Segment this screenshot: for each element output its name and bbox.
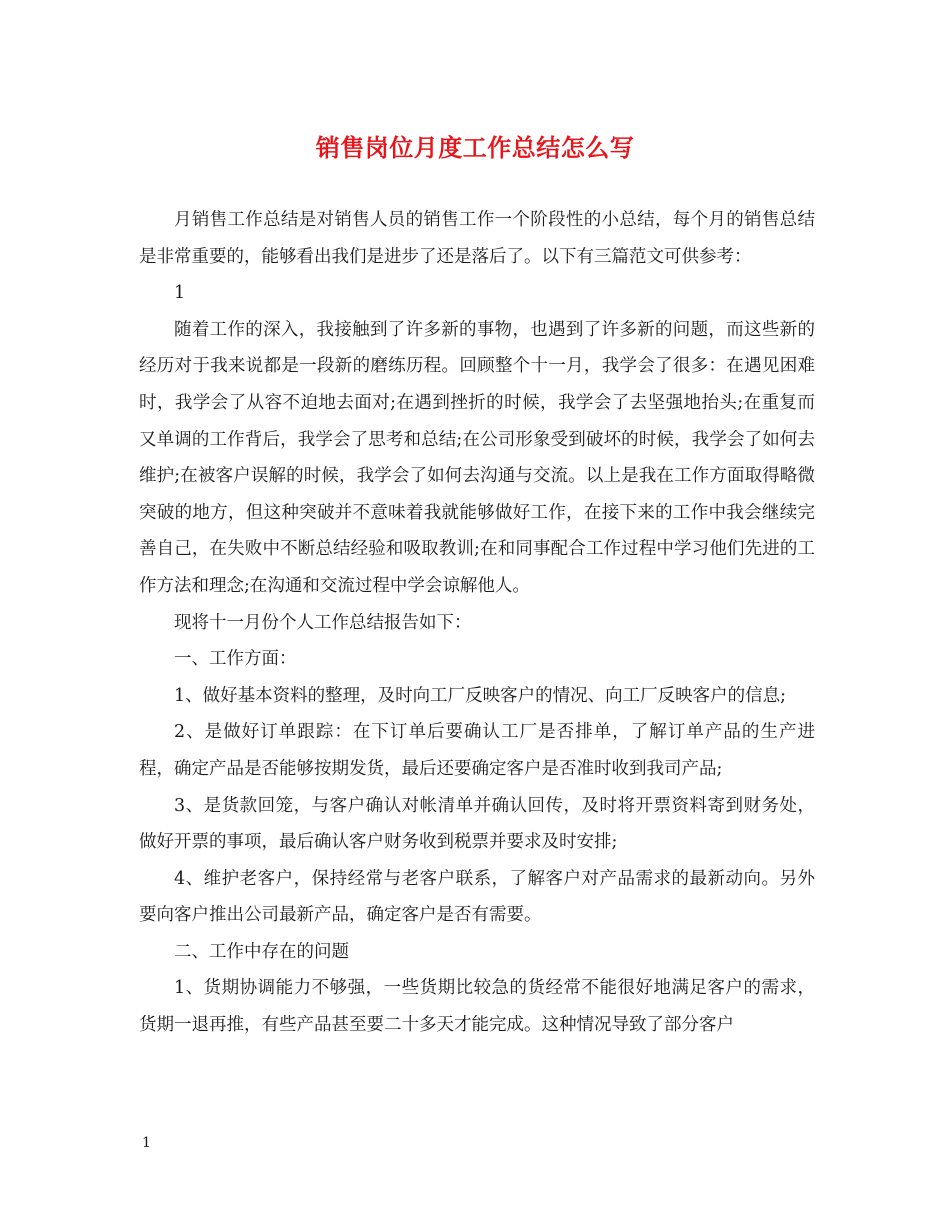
section-heading: 一、工作方面： [174, 649, 297, 670]
document-title: 销售岗位月度工作总结怎么写 [315, 133, 635, 162]
body-paragraph: 1 [174, 283, 186, 304]
section-heading: 二、工作中存在的问题 [174, 941, 349, 962]
body-paragraph: 1、货期协调能力不够强，一些货期比较急的货经常不能很好地满足客户的需求，货期一退再推，有些产品甚至要二十多天才能完成。这种情况导致了部分客户 [139, 978, 815, 1036]
body-paragraph: 2、是做好订单跟踪：在下订单后要确认工厂是否排单，了解订单产品的生产进程，确定产品是否能够按期发货，最后还要确定客户是否准时收到我司产品; [139, 722, 815, 779]
body-paragraph: 现将十一月份个人工作总结报告如下： [174, 612, 472, 633]
body-paragraph: 4、维护老客户，保持经常与老客户联系，了解客户对产品需求的最新动向。另外要向客户推出公司最新产品，确定客户是否有需要。 [139, 868, 815, 926]
body-paragraph: 随着工作的深入，我接触到了许多新的事物，也遇到了许多新的问题，而这些新的经历对于我来说都是一段新的磨练历程。回顾整个十一月，我学会了很多：在遇见困难时，我学会了从容不迫地去面对;在遇到挫折的时候，我学会了去坚强地抬头;在重复而又单调的工作背后，我学会了思考和总结;在公司形象受到破坏的时候，我学会了如何去维护;在被客户误解的时候，我学会了如何去沟通与交流。以上是我在工作方面取得略微突破的地方，但这种突破并不意味着我就能够做好工作，在接下来的工作中我会继续完善自己，在失败中不断总结经验和吸取教训;在和同事配合工作过程中学习他们先进的工作方法和理念;在沟通和交流过程中学会谅解他人。 [139, 319, 815, 596]
body-paragraph: 3、是货款回笼，与客户确认对帐清单并确认回传，及时将开票资料寄到财务处，做好开票的事项，最后确认客户财务收到税票并要求及时安排; [139, 795, 815, 853]
body-paragraph: 月销售工作总结是对销售人员的销售工作一个阶段性的小总结，每个月的销售总结是非常重要的，能够看出我们是进步了还是落后了。以下有三篇范文可供参考： [139, 210, 815, 267]
body-paragraph: 1、做好基本资料的整理，及时向工厂反映客户的情况、向工厂反映客户的信息; [174, 685, 787, 706]
page-number: 1 [142, 1135, 151, 1151]
document-body [139, 202, 815, 1044]
